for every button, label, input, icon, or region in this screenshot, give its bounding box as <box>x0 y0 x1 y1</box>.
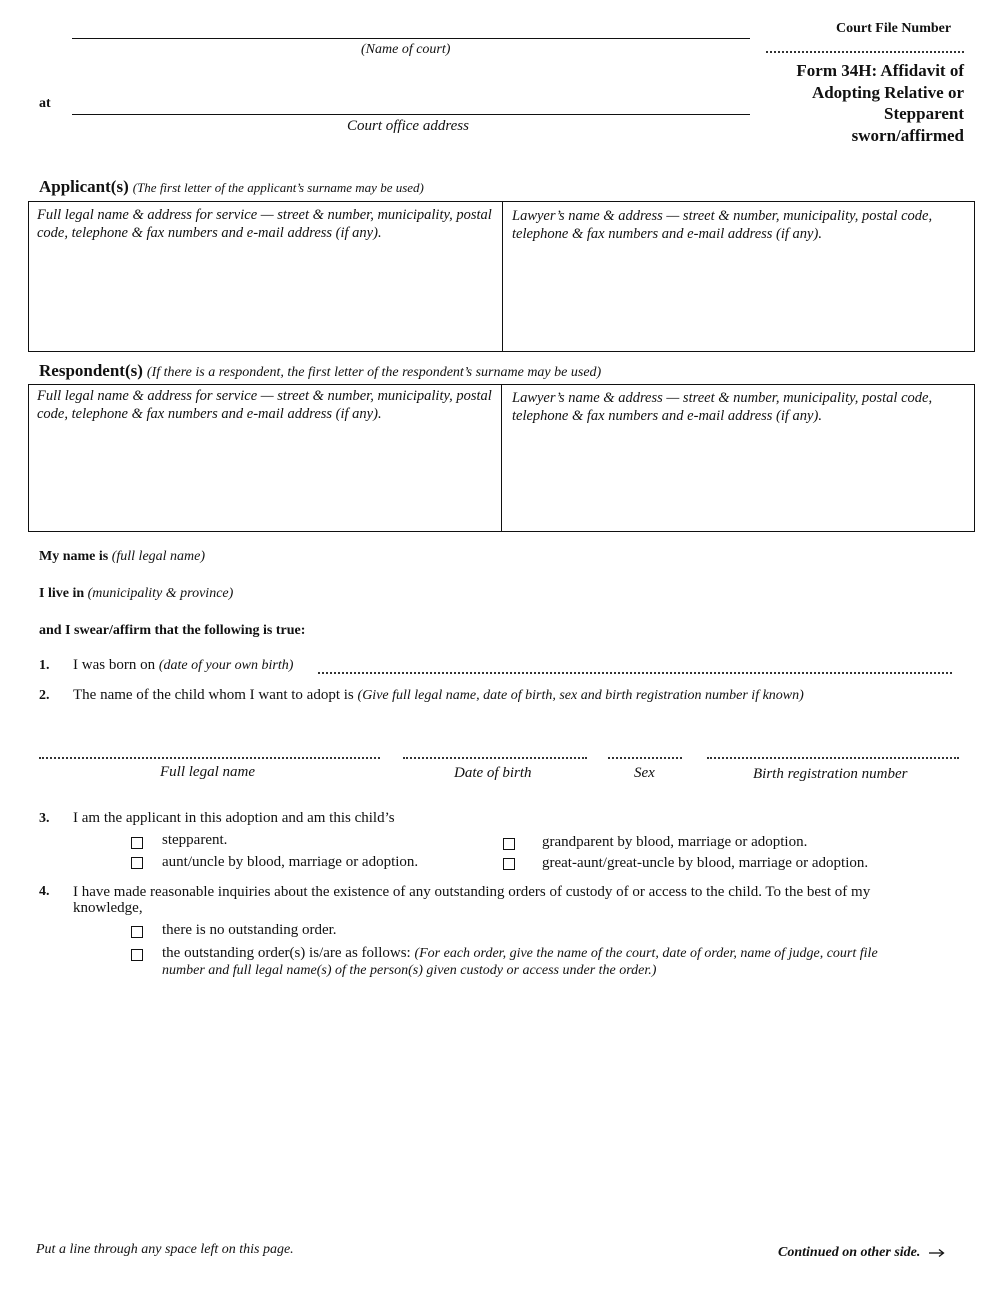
court-file-number-label: Court File Number <box>836 21 952 36</box>
form-title-line1: Form 34H: Affidavit of <box>796 61 964 80</box>
stepparent-label: stepparent. <box>162 832 228 848</box>
applicants-heading-title: Applicant(s) <box>39 177 129 196</box>
outstanding-orders-label: the outstanding order(s) is/are as follows: <box>162 945 411 961</box>
child-sex-caption: Sex <box>634 765 655 781</box>
outstanding-orders-row <box>162 945 878 962</box>
my-name-label: My name is <box>39 549 109 564</box>
respondents-divider <box>501 385 502 531</box>
item2-row <box>73 687 804 704</box>
great-aunt-label: great-aunt/great-uncle by blood, marriage or adoption. <box>542 855 869 871</box>
continued-note <box>778 1245 946 1261</box>
live-in-label: I live in <box>39 586 85 601</box>
item2-number: 2. <box>39 688 50 703</box>
outstanding-orders-note1: (For each order, give the name of the court, date of order, name of judge, court file <box>414 946 878 961</box>
child-full-name-caption: Full legal name <box>160 764 255 780</box>
form-title <box>760 60 964 146</box>
no-outstanding-order-label: there is no outstanding order. <box>162 922 337 938</box>
form-title-line3: Stepparent <box>884 104 964 123</box>
form-title-line4: sworn/affirmed <box>851 125 964 145</box>
respondents-table <box>28 384 975 532</box>
outstanding-orders-note2: number and full legal name(s) of the person(s) given custody or access under the order.) <box>162 963 657 978</box>
aunt-uncle-label: aunt/uncle by blood, marriage or adoption. <box>162 854 419 870</box>
swear-line: and I swear/affirm that the following is true: <box>39 623 306 638</box>
no-outstanding-order-checkbox[interactable] <box>131 926 143 938</box>
applicants-divider <box>502 202 503 351</box>
at-label: at <box>39 96 51 111</box>
child-sex-field[interactable] <box>608 757 682 759</box>
court-file-number-field[interactable] <box>766 51 964 53</box>
item4-number: 4. <box>39 884 50 899</box>
child-dob-caption: Date of birth <box>454 765 532 781</box>
respondent-lawyer-cell[interactable]: Lawyer’s name & address — street & number, municipality, postal code, telephone & fax numbers and e-mail address (if any). <box>512 390 933 424</box>
applicant-lawyer-cell[interactable]: Lawyer’s name & address — street & number, municipality, postal code, telephone & fax numbers and e-mail address (if any). <box>512 208 933 242</box>
court-name-line[interactable] <box>72 38 750 39</box>
applicant-address-cell[interactable]: Full legal name & address for service — street & number, municipality, postal code, telephone & fax numbers and e-mail address (if any). <box>37 207 492 241</box>
grandparent-label: grandparent by blood, marriage or adoption. <box>542 834 808 850</box>
right-arrow-icon <box>928 1248 946 1258</box>
continued-label: Continued on other side. <box>778 1245 921 1260</box>
item2-text: The name of the child whom I want to adopt is <box>73 687 354 703</box>
child-birth-reg-caption: Birth registration number <box>753 766 908 782</box>
court-office-caption: Court office address <box>347 118 469 134</box>
item1-row <box>73 657 293 674</box>
live-in-row[interactable] <box>39 586 233 602</box>
item1-birth-date-field[interactable] <box>318 672 952 674</box>
item3-number: 3. <box>39 811 50 826</box>
item3-text: I am the applicant in this adoption and am this child’s <box>73 810 395 826</box>
court-office-address-line[interactable] <box>72 114 750 115</box>
great-aunt-checkbox[interactable] <box>503 858 515 870</box>
respondents-heading-note: (If there is a respondent, the first letter of the respondent’s surname may be used) <box>146 365 602 380</box>
item4-text-line2: knowledge, <box>73 900 143 916</box>
item1-text: I was born on <box>73 657 156 673</box>
item2-note: (Give full legal name, date of birth, sex and birth registration number if known) <box>357 688 804 703</box>
respondents-heading <box>39 361 601 381</box>
my-name-note: (full legal name) <box>111 549 206 564</box>
aunt-uncle-checkbox[interactable] <box>131 857 143 869</box>
applicants-heading <box>39 177 424 197</box>
applicants-table <box>28 201 975 352</box>
item4-text-line1: I have made reasonable inquiries about the existence of any outstanding orders of custody of or access to the child. To the best of my <box>73 884 871 900</box>
respondents-heading-title: Respondent(s) <box>39 361 143 380</box>
grandparent-checkbox[interactable] <box>503 838 515 850</box>
child-birth-reg-field[interactable] <box>707 757 959 759</box>
applicants-heading-note: (The first letter of the applicant’s surname may be used) <box>132 180 424 195</box>
form-title-line2: Adopting Relative or <box>811 82 964 102</box>
my-name-row[interactable] <box>39 549 205 565</box>
item1-note: (date of your own birth) <box>158 658 294 673</box>
respondent-address-cell[interactable]: Full legal name & address for service — street & number, municipality, postal code, telephone & fax numbers and e-mail address (if any). <box>37 388 492 422</box>
item1-number: 1. <box>39 658 50 673</box>
child-dob-field[interactable] <box>403 757 587 759</box>
live-in-note: (municipality & province) <box>87 586 234 601</box>
name-of-court-caption: (Name of court) <box>361 42 451 57</box>
outstanding-orders-checkbox[interactable] <box>131 949 143 961</box>
footer-instruction: Put a line through any space left on this page. <box>36 1242 294 1257</box>
stepparent-checkbox[interactable] <box>131 837 143 849</box>
child-full-name-field[interactable] <box>39 757 380 759</box>
